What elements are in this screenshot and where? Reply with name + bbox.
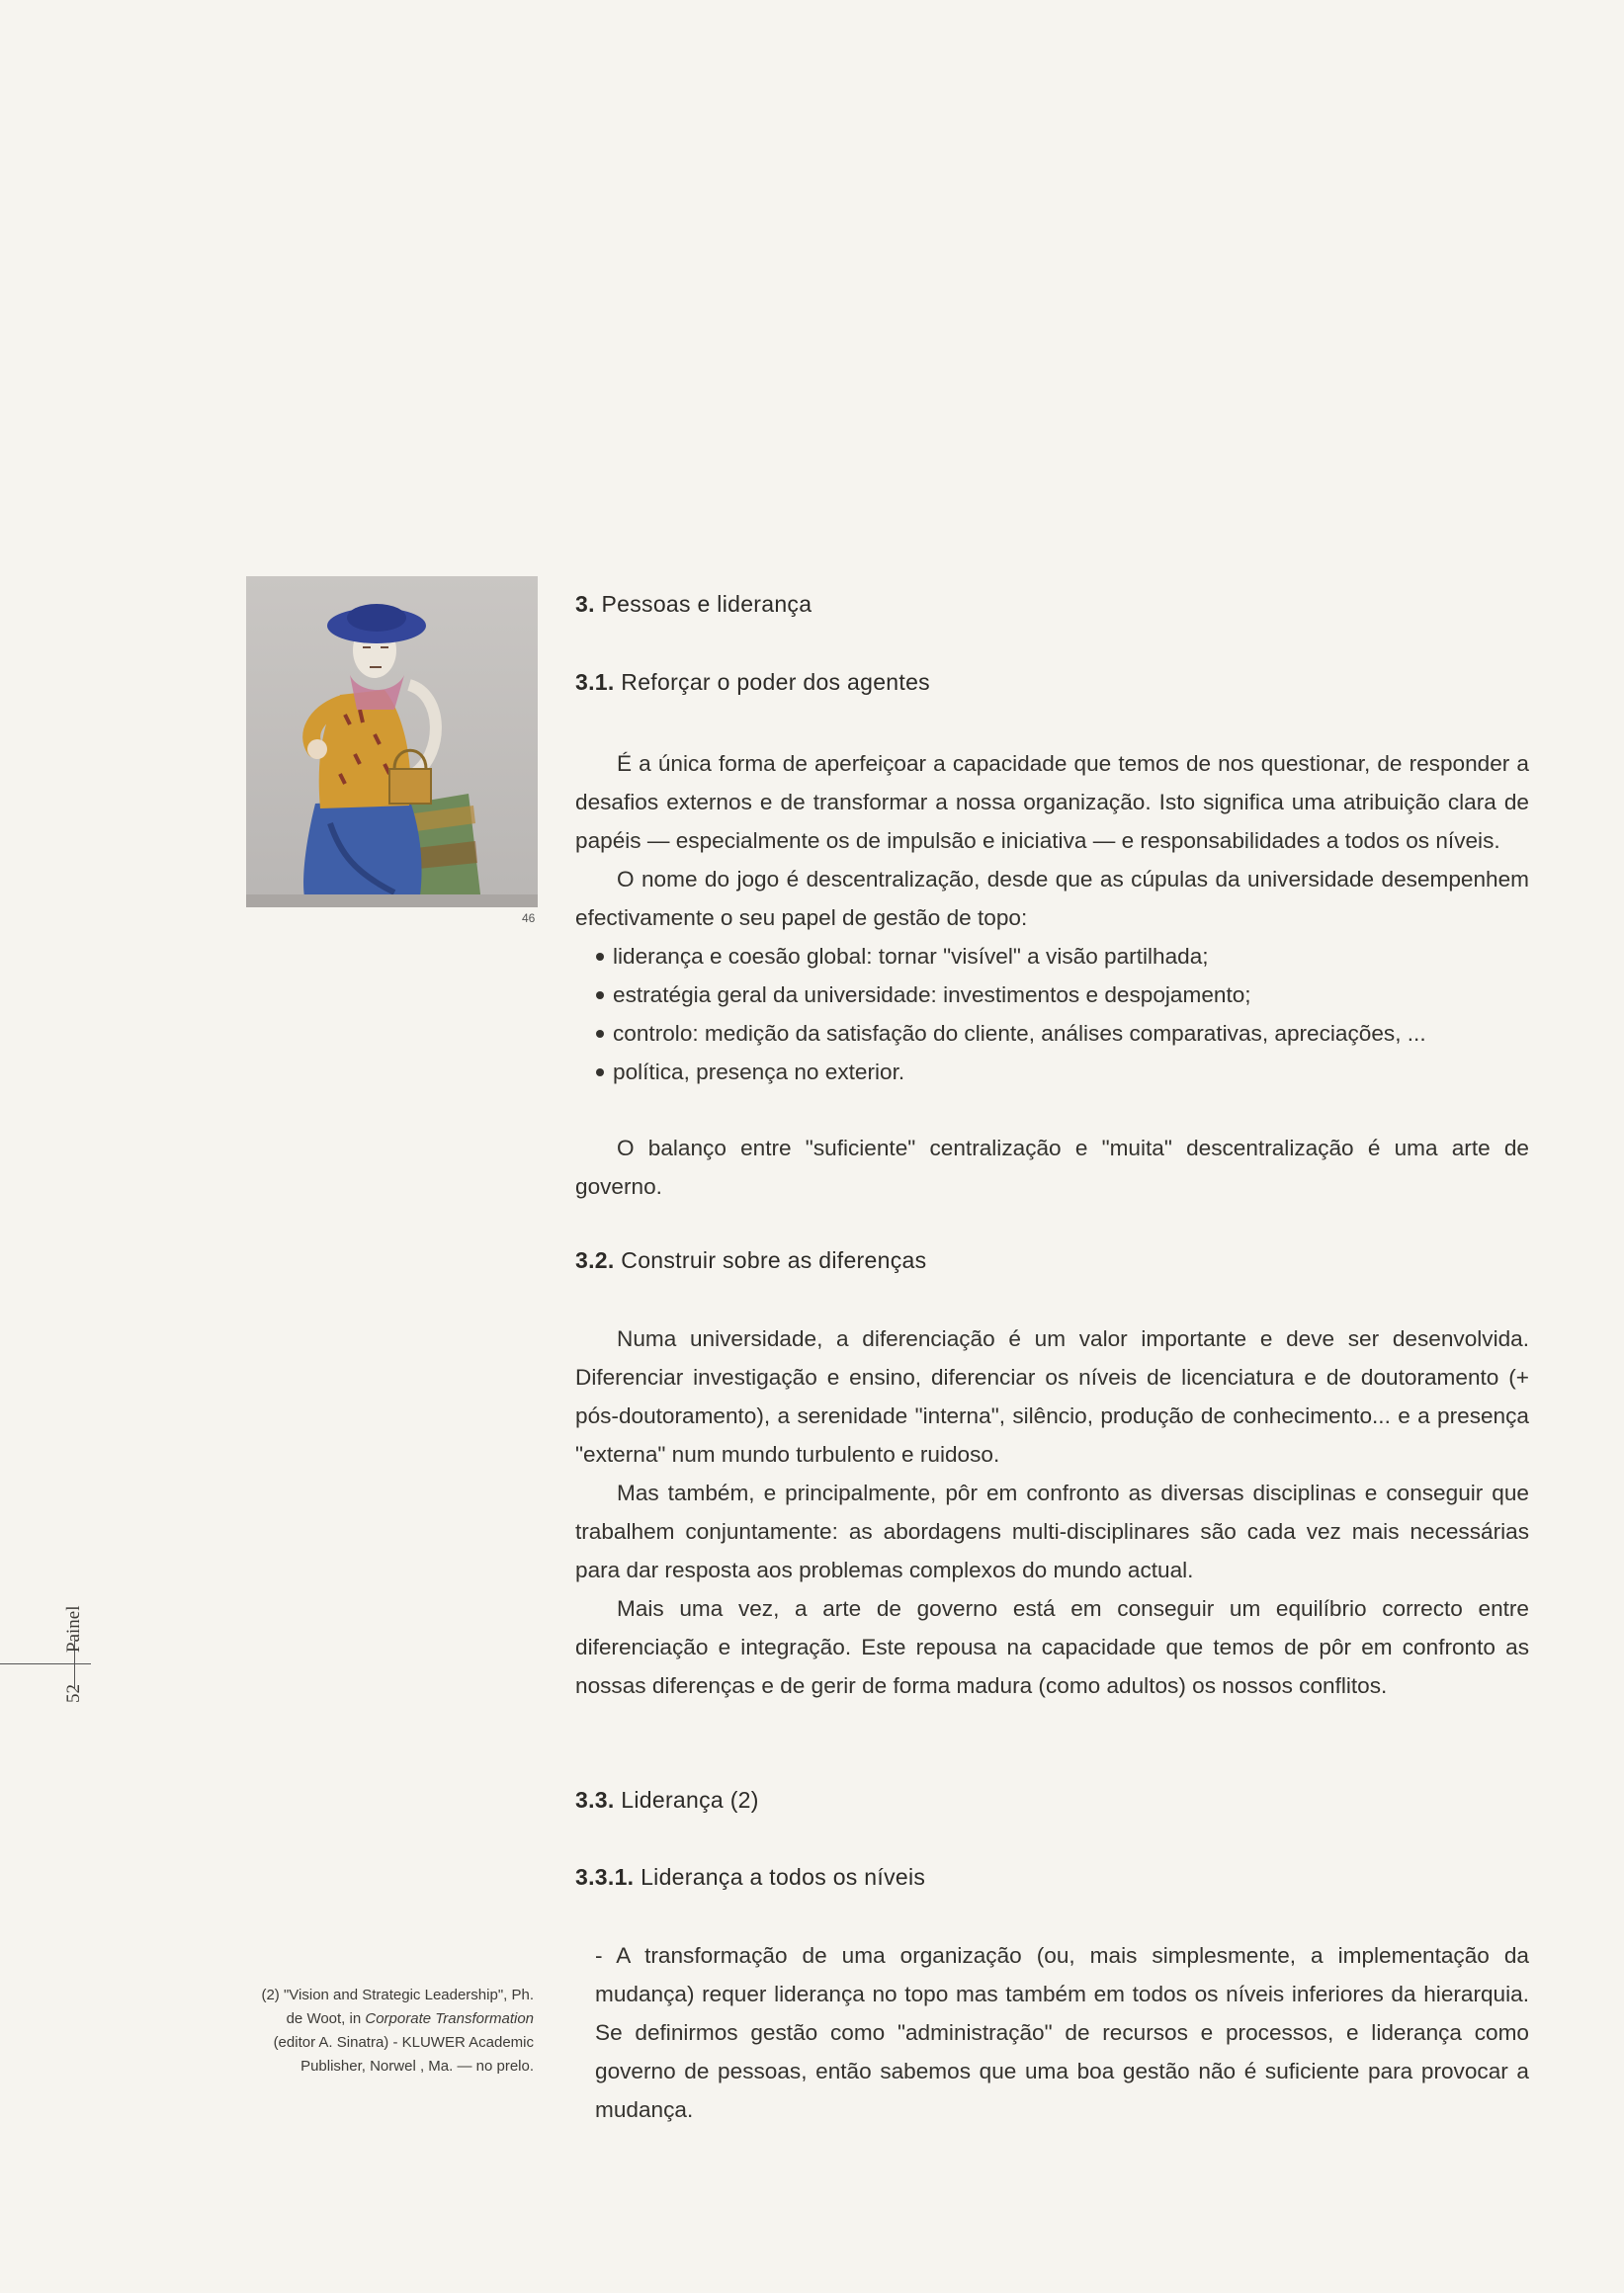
footnote-line: (2) "Vision and Strategic Leadership", Ph. [261, 1987, 534, 2003]
paragraph: O balanço entre "suficiente" centralização e "muita" descentralização é uma arte de governo. [575, 1136, 1529, 1199]
list-item: política, presença no exterior. [613, 1053, 1529, 1091]
section-side-label: Painel [63, 1605, 84, 1653]
section-3-2-body [575, 1319, 1529, 1705]
footnote-book-title: Corporate Transformation [365, 2010, 534, 2027]
section-3-1-heading [575, 669, 930, 696]
paragraph: É a única forma de aperfeiçoar a capacidade que temos de nos questionar, de responder a desafios externos e de transformar a nossa organização. Isto significa uma atribuição clara de papéis — especialmente os de impulsão e iniciativa — e responsabilidades a todos os níveis. [575, 751, 1529, 853]
paragraph: Mais uma vez, a arte de governo está em conseguir um equilíbrio correcto entre diferenciação e integração. Este repousa na capacidade que temos de pôr em confronto as nossas diferenças e de gerir de forma madura (como adultos) os nossos conflitos. [575, 1596, 1529, 1698]
section-3-3-1-number: 3.3.1. [575, 1864, 635, 1890]
paragraph: Numa universidade, a diferenciação é um valor importante e deve ser desenvolvida. Diferenciar investigação e ensino, diferenciar os níveis de licenciatura e de doutoramento (+ pós-doutoramento), a serenidade "interna", silêncio, produção de conhecimento... e a presença "externa" num mundo turbulento e ruidoso. [575, 1326, 1529, 1467]
paragraph: Mas também, e principalmente, pôr em confronto as diversas disciplinas e conseguir que trabalhem conjuntamente: as abordagens multi-disciplinares são cada vez mais necessárias para dar resposta aos problemas complexos do mundo actual. [575, 1481, 1529, 1582]
section-3-2-title: Construir sobre as diferenças [621, 1247, 927, 1273]
section-3-1-number: 3.1. [575, 669, 615, 695]
section-3-2-heading [575, 1247, 926, 1274]
list-item: controlo: medição da satisfação do cliente, análises comparativas, apreciações, ... [613, 1014, 1529, 1053]
section-3-3-1-body [595, 1936, 1529, 2129]
section-3-3-heading [575, 1787, 759, 1814]
paragraph: O nome do jogo é descentralização, desde que as cúpulas da universidade desempenhem efectivamente o seu papel de gestão de topo: [575, 867, 1529, 930]
footnote-author: de Woot, in [286, 2010, 366, 2027]
figurine-illustration [246, 576, 538, 907]
section-3-number: 3. [575, 591, 595, 617]
figurine-photo [246, 576, 538, 907]
footnote-line: Publisher, Norwel , Ma. — no prelo. [300, 2058, 534, 2075]
section-3-3-title: Liderança (2) [621, 1787, 759, 1813]
dash-list-item: - A transformação de uma organização (ou, mais simplesmente, a implementação da mudança) requer liderança no topo mas também em todos os níveis inferiores da hierarquia. Se definirmos gestão como "administração" de recursos e processos, e liderança como governo de pessoas, então sabemos que uma boa gestão não é suficiente para provocar a mudança. [595, 1943, 1529, 2122]
footnote-line: (editor A. Sinatra) - KLUWER Academic [273, 2034, 534, 2051]
list-item: estratégia geral da universidade: investimentos e despojamento; [613, 976, 1529, 1014]
section-3-heading [575, 591, 812, 618]
section-3-3-1-heading [575, 1864, 925, 1891]
page-number: 52 [63, 1684, 84, 1703]
section-3-2-number: 3.2. [575, 1247, 615, 1273]
footnote-line [198, 2007, 534, 2031]
list-item: liderança e coesão global: tornar "visível" a visão partilhada; [613, 937, 1529, 976]
figure-number: 46 [522, 911, 536, 925]
page-marker-rule [0, 1663, 91, 1664]
footnote [198, 1984, 534, 2079]
section-3-1-title: Reforçar o poder dos agentes [621, 669, 930, 695]
section-3-3-1-title: Liderança a todos os níveis [641, 1864, 926, 1890]
section-3-3-number: 3.3. [575, 1787, 615, 1813]
bullet-list [575, 937, 1529, 1091]
section-3-1-body [575, 744, 1529, 1206]
section-3-title: Pessoas e liderança [601, 591, 812, 617]
